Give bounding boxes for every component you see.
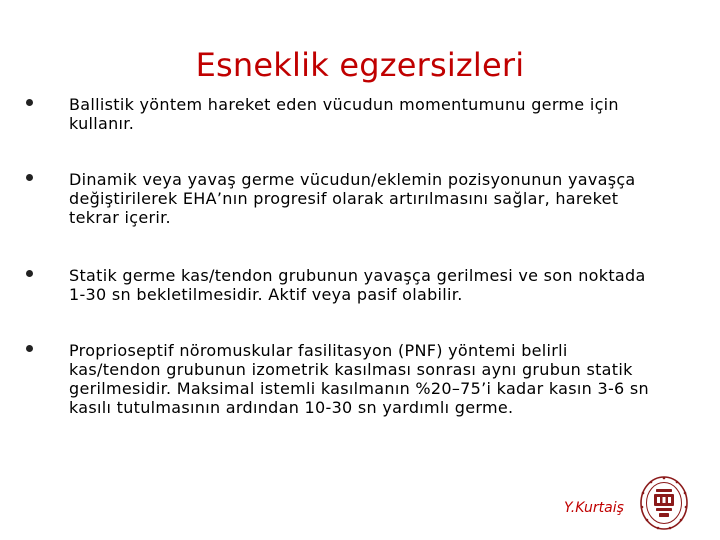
bullet-icon <box>26 270 33 277</box>
bullet-text: Statik germe kas/tendon grubunun yavaşça gerilmesi ve son noktada 1-30 sn bekletilmesidir. Aktif veya pasif olabilir. <box>69 266 646 304</box>
bullet-text: Ballistik yöntem hareket eden vücudun momentumunu germe için kullanır. <box>69 95 619 133</box>
university-seal-icon <box>638 472 690 532</box>
author-signature: Y.Kurtaiş <box>564 500 624 516</box>
bullet-text: Proprioseptif nöromuskular fasilitasyon (PNF) yöntemi belirli kas/tendon grubunun izometrik kasılması sonrası aynı grubun statik gerilmesidir. Maksimal istemli kasılmanın %20–75’i kadar kasın 3-6 sn kasılı tutulmasının ardından 10-30 sn yardımlı germe. <box>69 341 649 417</box>
slide-title: Esneklik egzersizleri <box>195 46 525 84</box>
bullet-icon <box>26 99 33 106</box>
bullet-icon <box>26 174 33 181</box>
bullet-text: Dinamik veya yavaş germe vücudun/eklemin pozisyonunun yavaşça değiştirilerek EHA’nın progresif olarak artırılmasını sağlar, hareket tekrar içerir. <box>69 170 636 227</box>
bullet-icon <box>26 345 33 352</box>
